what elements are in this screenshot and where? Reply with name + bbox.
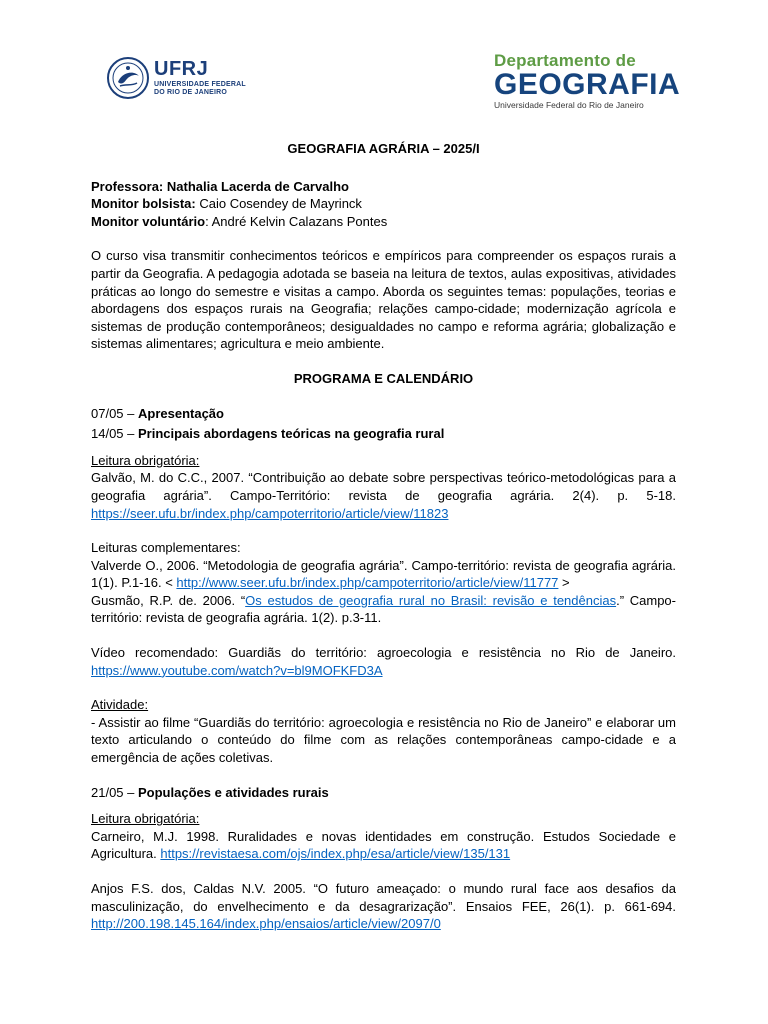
monitor-bolsista-line — [91, 195, 676, 213]
department-logo — [494, 52, 680, 110]
session-2-comp1-link[interactable]: http://www.seer.ufu.br/index.php/campoterritorio/article/view/11777 — [176, 575, 559, 591]
session-2-title: Principais abordagens teóricas na geografia rural — [138, 426, 445, 442]
monitor-voluntario-label: Monitor voluntário — [91, 213, 206, 229]
session-1-date: 07/05 – — [91, 405, 138, 421]
document-body — [91, 140, 676, 933]
session-2-required-reading — [91, 469, 676, 522]
monitor-voluntario-name: : André Kelvin Calazans Pontes — [205, 213, 388, 229]
session-2-activity-text: - Assistir ao filme “Guardiãs do território: agroecologia e resistência no Rio de Janeiro” e elaborar um texto articulando o conteúdo do filme com as relações contemporâneas campo-cidade e a emergência de ações coletivas. — [91, 714, 676, 766]
monitor-voluntario-line — [91, 213, 676, 231]
session-2-complementary-1 — [91, 557, 676, 592]
session-3-req2-text: Anjos F.S. dos, Caldas N.V. 2005. “O futuro ameaçado: o mundo rural face aos desafios da masculinização, do envelhecimento e da desagrarização”. Ensaios FEE, 26(1). p. 661-694. — [91, 881, 676, 914]
session-3-title: Populações e atividades rurais — [138, 784, 329, 800]
session-3-req2-link[interactable]: http://200.198.145.164/index.php/ensaios/article/view/2097/0 — [91, 916, 441, 932]
session-3-date: 21/05 – — [91, 784, 138, 800]
session-2-comp2-link[interactable]: Os estudos de geografia rural no Brasil: revisão e tendências — [245, 592, 617, 608]
session-2-video-text: Vídeo recomendado: Guardiãs do território: agroecologia e resistência no Rio de Janeiro. — [91, 645, 676, 661]
ufrj-emblem-icon — [106, 56, 150, 100]
session-2-required-link[interactable]: https://seer.ufu.br/index.php/campoterritorio/article/view/11823 — [91, 505, 449, 521]
session-2-comp2-post: .” Campo-território: revista de geografia agrária. 1(2). p.3-11. — [91, 592, 676, 626]
session-2-comp2-pre: Gusmão, R.P. de. 2006. “ — [91, 592, 246, 608]
session-2-comp1-text: Valverde O., 2006. “Metodologia de geografia agrária”. Campo-território: revista de geografia agrária. 1(1). P.1-16. < — [91, 557, 676, 591]
session-2-complementary-2 — [91, 592, 676, 627]
session-3 — [91, 784, 676, 802]
session-2-required-label: Leitura obrigatória: — [91, 452, 200, 468]
session-3-required-1 — [91, 828, 676, 863]
session-2-date: 14/05 – — [91, 426, 138, 442]
session-1 — [91, 405, 676, 423]
session-3-required-2 — [91, 880, 676, 933]
session-2 — [91, 425, 676, 443]
session-3-req1-text: Carneiro, M.J. 1998. Ruralidades e novas identidades em construção. Estudos Sociedade e Agricultura. — [91, 828, 676, 862]
session-2-video-link[interactable]: https://www.youtube.com/watch?v=bl9MOFKFD3A — [91, 662, 383, 678]
session-2-video — [91, 644, 676, 679]
professor-label: Professora: — [91, 178, 164, 194]
professor-name: Nathalia Lacerda de Carvalho — [166, 178, 349, 194]
dept-line2: GEOGRAFIA — [494, 68, 681, 101]
monitor-bolsista-name: Caio Cosendey de Mayrinck — [199, 196, 362, 212]
course-title: GEOGRAFIA AGRÁRIA – 2025/I — [287, 141, 480, 156]
dept-line1: Departamento de — [494, 51, 636, 70]
program-heading: PROGRAMA E CALENDÁRIO — [293, 370, 474, 386]
session-2-comp1-end: > — [558, 575, 570, 591]
session-3-req1-link[interactable]: https://revistaesa.com/ojs/index.php/esa/article/view/135/131 — [160, 846, 511, 862]
session-2-complementary-label: Leituras complementares: — [91, 540, 241, 556]
professor-line — [91, 178, 676, 196]
monitor-bolsista-label: Monitor bolsista: — [91, 196, 196, 212]
ufrj-sub-line1: UNIVERSIDADE FEDERAL — [154, 81, 246, 88]
session-2-activity-label: Atividade: — [91, 697, 149, 713]
dept-line3: Universidade Federal do Rio de Janeiro — [494, 100, 644, 110]
ufrj-logo — [106, 56, 246, 100]
session-3-required-label: Leitura obrigatória: — [91, 811, 200, 827]
session-1-title: Apresentação — [138, 405, 224, 421]
course-intro: O curso visa transmitir conhecimentos teóricos e empíricos para compreender os espaços rurais a partir da Geografia. A pedagogia adotada se baseia na leitura de textos, aulas expositivas, atividades práticas ao longo do semestre e visitas a campo. Aborda os seguintes temas: populações, teorias e abordagens dos espaços rurais na Geografia; relações campo-cidade; modernização agrícola e sistemas de produção contemporâneos; desigualdades no campo e reforma agrária; globalização e sistemas alimentares; agricultura e meio ambiente. — [91, 248, 676, 352]
ufrj-sub-line2: DO RIO DE JANEIRO — [154, 89, 228, 96]
session-2-required-text: Galvão, M. do C.C., 2007. “Contribuição ao debate sobre perspectivas teórico-metodológicas para a geografia agrária”. Campo-Território: revista de geografia agrária. 2(4). p. 5-18. — [91, 470, 676, 503]
ufrj-name: UFRJ — [154, 58, 209, 80]
